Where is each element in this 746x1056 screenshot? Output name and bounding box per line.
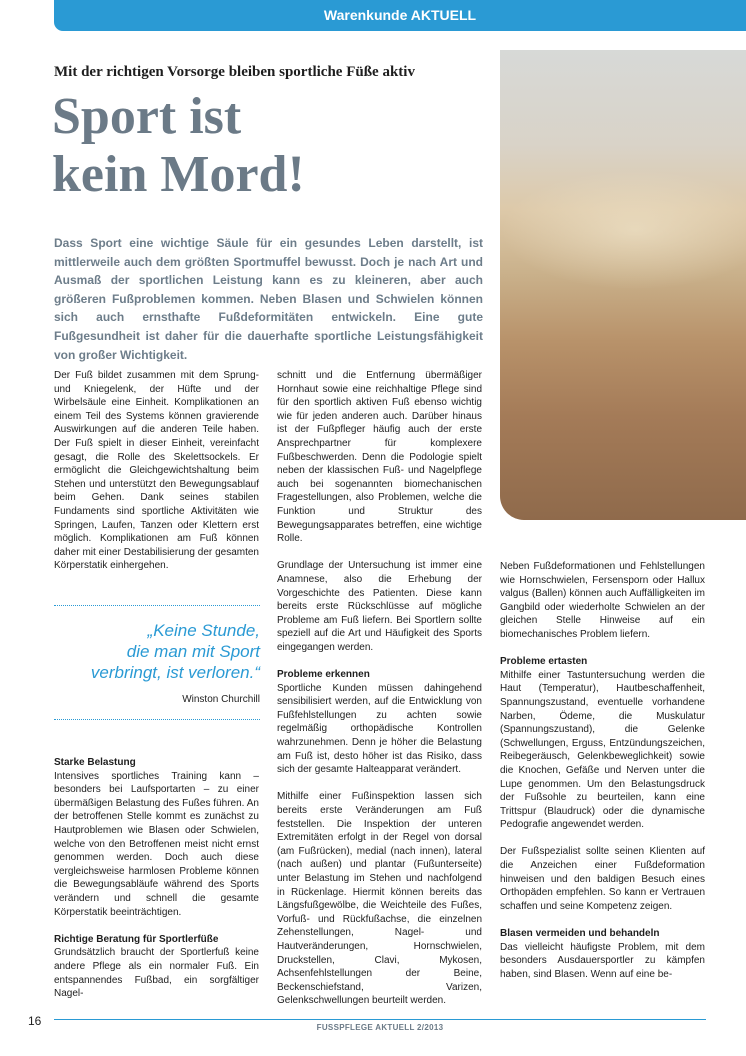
- column-1-top: [54, 369, 259, 587]
- quote-divider-bottom: [54, 719, 260, 720]
- quote-author: Winston Churchill: [182, 694, 260, 705]
- col1-heading-richtige-beratung: Richtige Beratung für Sportlerfüße: [54, 933, 219, 945]
- headline-line-1: Sport ist: [52, 88, 242, 145]
- col1-paragraph-2: Intensives sportliches Training kann – besonders bei Laufsportarten – zu einer übermäßigen Belastung des Fußes führen. An der betroffenen Stelle kommt es zunächst zu Hautproblemen wie Blasen oder Schwielen, welche von den Betroffenen meist nicht ernst genommen werden. Doch auch diese vergleichsweise harmlosen Probleme können die Bewegungsabläufe während des Sports verändern und schnell die gesamte Körperstatik beeinträchtigen.: [54, 770, 259, 918]
- col3-paragraph-3: Der Fußspezialist sollte seinen Klienten auf die Anzeichen einer Fußdeformation hinweisen und den baldigen Besuch eines Orthopäden empfehlen. So kann er Vertrauen schaffen und seine Kompetenz zeigen.: [500, 846, 705, 912]
- headline-line-2: kein Mord!: [52, 146, 305, 203]
- footer-rule: [54, 1019, 706, 1020]
- column-3: [500, 560, 705, 995]
- section-title: Warenkunde AKTUELL: [323, 7, 477, 23]
- quote-line-2: die man mit Sport: [126, 642, 260, 661]
- column-2: [277, 369, 482, 1022]
- col2-heading-probleme-erkennen: Probleme erkennen: [277, 669, 370, 681]
- publication-name: FUSSPFLEGE AKTUELL 2/2013: [316, 1023, 444, 1032]
- col1-heading-starke-belastung: Starke Belastung: [54, 757, 136, 768]
- photo-haze: [500, 170, 746, 290]
- article-lead: Dass Sport eine wichtige Säule für ein gesundes Leben darstellt, ist mittlerweile auch dem größten Sportmuffel bewusst. Doch je nach Art und Ausmaß der sportlichen Leistung kann es zu kleineren, aber auch größeren Fußproblemen kommen. Neben Blasen und Schwielen können sich auch ernsthafte Fußdeformitäten entwickeln. Eine gute Fußgesundheit ist daher für die dauerhafte sportliche Leistungsfähigkeit von großer Wichtigkeit.: [54, 236, 483, 362]
- column-1-bottom: [54, 756, 259, 1014]
- col3-heading-blasen: Blasen vermeiden und behandeln: [500, 928, 660, 940]
- col2-paragraph-3: Sportliche Kunden müssen dahingehend sensibilisiert werden, auf die Entwicklung von Fußfehlstellungen zu achten sowie regelmäßig orthopädische Kontrollen wahrzunehmen. Denn je höher die Belastung am Fuß ist, desto höher ist das Risiko, dass sich der gesamte Halteapparat verändert.: [277, 682, 482, 776]
- col3-paragraph-4: Das vielleicht häufigste Problem, mit dem besonders Ausdauersportler zu kämpfen haben, sind Blasen. Wenn auf eine be-: [500, 941, 705, 980]
- quote-divider-top: [54, 605, 260, 606]
- pull-quote: [54, 620, 260, 683]
- col1-paragraph-3: Grundsätzlich braucht der Sportlerfuß keine andere Pflege als ein normaler Fuß. Ein entspannendes Fußbad, ein sorgfältiger Nagel-: [54, 947, 259, 1000]
- col2-paragraph-4: Mithilfe einer Fußinspektion lassen sich bereits erste Veränderungen am Fuß feststellen. Die Inspektion der unteren Extremitäten erfolgt in der Regel von dorsal (am Fußrücken), medial (nach innen), lateral (nach außen) und plantar (Fußunterseite) unter Belastung im Stehen und nachfolgend in Rückenlage. Hiermit können bereits das Längsfußgewölbe, die Weichteile des Fußes, Vorfuß- und Rückfußachse, die einzelnen Zehenstellungen, Nagel- und Hautveränderungen, Hornschwielen, Druckstellen, Clavi, Mykosen, Achsenfehlstellungen der Beine, Beckenschiefstand, Varizen, Gelenkschwellungen beurteilt werden.: [277, 791, 482, 1007]
- article-kicker: Mit der richtigen Vorsorge bleiben sportliche Füße aktiv: [54, 64, 415, 80]
- quote-line-1: „Keine Stunde,: [147, 621, 260, 640]
- col1-paragraph-1: Der Fuß bildet zusammen mit dem Sprung- und Kniegelenk, der Hüfte und der Wirbelsäule eine Einheit. Komplikationen an einem Teil des Systems können gravierende Auswirkungen auf die anderen Teile haben. Der Fuß spielt in dieser Einheit, vereinfacht gesagt, die Rolle des Skelettsockels. Er ermöglicht die Gleichgewichtshaltung beim Stehen und unterstützt den Bewegungsablauf beim Gehen. Dank seines stabilen Fundaments sind sportliche Aktivitäten wie Springen, Laufen, Tanzen oder Klettern erst möglich. Komplikationen am Fuß können daher mit einer Destabilisierung der gesamten Körperstatik einhergehen.: [54, 370, 259, 572]
- article-headline: [52, 88, 305, 204]
- page-number: 16: [28, 1014, 42, 1028]
- sport-photo: [500, 50, 746, 520]
- col3-paragraph-1: Neben Fußdeformationen und Fehlstellungen wie Hornschwielen, Fersensporn oder Hallux valgus (Ballen) können auch Auffälligkeiten im Gangbild oder wiederholte Schwielen an der gleichen Stelle Hinweise auf ein biomechanisches Problem liefern.: [500, 561, 705, 640]
- header-bar: [54, 0, 746, 31]
- col3-paragraph-2: Mithilfe einer Tastuntersuchung werden die Haut (Temperatur), Hautbeschaffenheit, Spannungszustand, eventuelle vorhandene Narben, Ödeme, die Muskulatur (Spannungszustand), die Gelenke (Schwellungen, Erguss, Entzündungszeichen, Reibegeräusch, Gelenkbeweglichkeit) sowie die Knochen, Gefäße und Nerven unter die Lupe genommen. Um den Belastungsdruck der Fußsohle zu beurteilen, kann eine Trittspur (Blaudruck) oder die dynamische Pedografie angewendet werden.: [500, 669, 705, 831]
- quote-line-3: verbringt, ist verloren.“: [90, 663, 260, 682]
- col3-heading-probleme-ertasten: Probleme ertasten: [500, 656, 588, 668]
- col2-paragraph-1: schnitt und die Entfernung übermäßiger Hornhaut sowie eine reichhaltige Pflege sind für den sportlich aktiven Fuß ebenso wichtig wie für jeden anderen auch. Darüber hinaus ist der Fußpfleger häufig auch der erste Ansprechpartner für komplexere Fußbeschwerden. Denn die Podologie spielt neben der klassischen Fuß- und Nagelpflege auch bei sogenannten biomechanischen Fragestellungen, also Problemen, welche die Funktion und Struktur des Bewegungsapparates betreffen, eine wichtige Rolle.: [277, 370, 482, 545]
- col2-paragraph-2: Grundlage der Untersuchung ist immer eine Anamnese, also die Erhebung der Vorgeschichte des Patienten. Diese kann bereits erste Rückschlüsse auf mögliche Probleme am Fuß liefern. Bei Sportlern sollte speziell auf die Art und Häufigkeit des Sports eingegangen werden.: [277, 560, 482, 653]
